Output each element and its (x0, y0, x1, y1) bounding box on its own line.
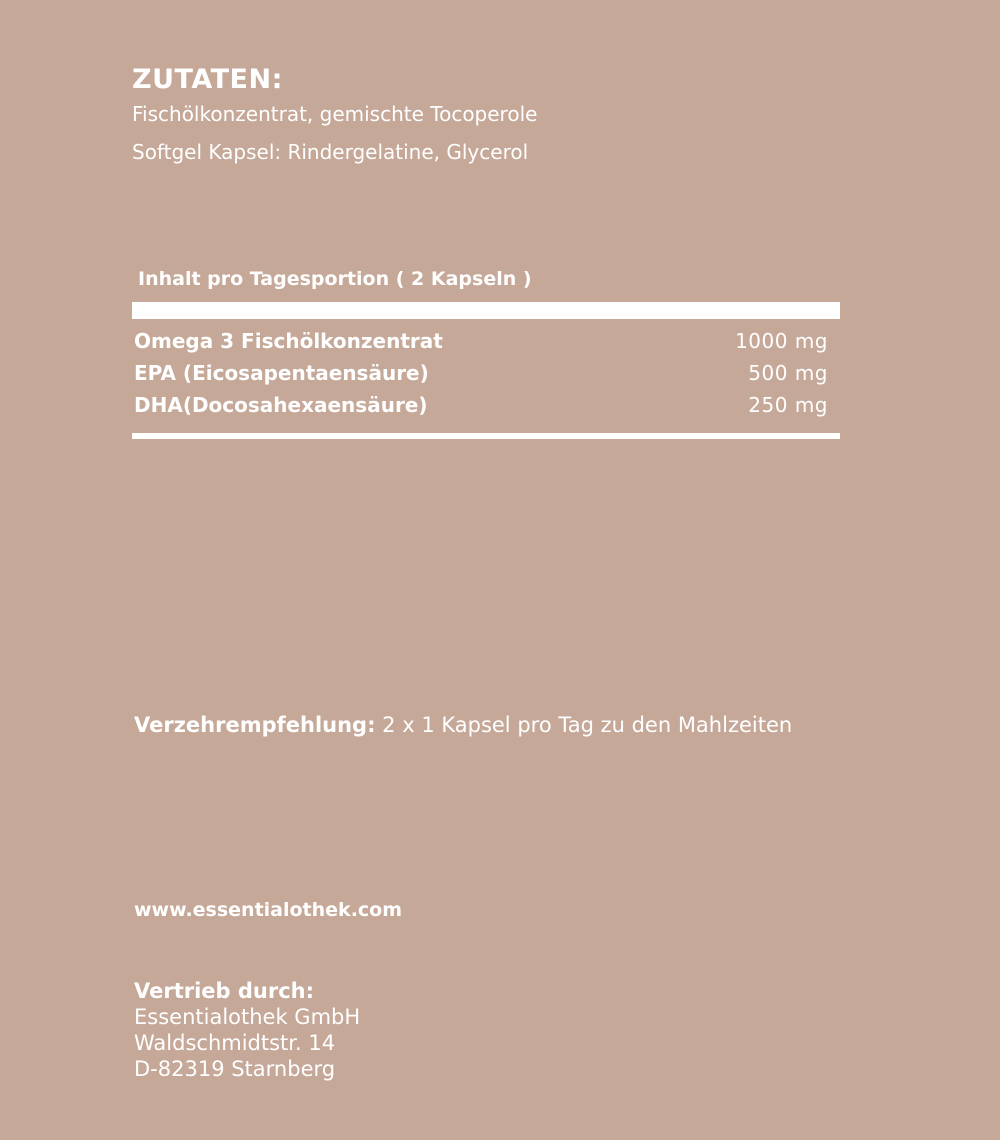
nutrition-table-top-rule (132, 302, 840, 319)
nutrition-row-epa (134, 361, 828, 385)
website-link[interactable]: www.essentialothek.com (134, 899, 403, 921)
ingredients-heading: ZUTATEN: (132, 64, 283, 95)
dosage-text: 2 x 1 Kapsel pro Tag zu den Mahlzeiten (375, 713, 793, 737)
nutrient-amount: 250 mg (748, 393, 828, 417)
nutrient-amount: 500 mg (748, 361, 828, 385)
nutrition-row-omega3 (134, 329, 828, 353)
distributor-company: Essentialothek GmbH (134, 1005, 361, 1029)
ingredients-line-1: Fischölkonzentrat, gemischte Tocoperole (132, 102, 538, 126)
dosage-label: Verzehrempfehlung: (134, 713, 376, 737)
nutrient-name: EPA (Eicosapentaensäure) (134, 361, 429, 385)
nutrition-table-title: Inhalt pro Tagesportion ( 2 Kapseln ) (138, 268, 532, 290)
nutrition-row-dha (134, 393, 828, 417)
nutrition-table-bottom-rule (132, 433, 840, 439)
distributor-block (134, 978, 360, 1082)
nutrient-amount: 1000 mg (735, 329, 828, 353)
distributor-city: D-82319 Starnberg (134, 1057, 336, 1081)
dosage-recommendation (134, 713, 792, 737)
distributor-label: Vertrieb durch: (134, 979, 315, 1003)
nutrient-name: Omega 3 Fischölkonzentrat (134, 329, 443, 353)
nutrient-name: DHA(Docosahexaensäure) (134, 393, 428, 417)
ingredients-line-2: Softgel Kapsel: Rindergelatine, Glycerol (132, 140, 529, 164)
distributor-street: Waldschmidtstr. 14 (134, 1031, 336, 1055)
